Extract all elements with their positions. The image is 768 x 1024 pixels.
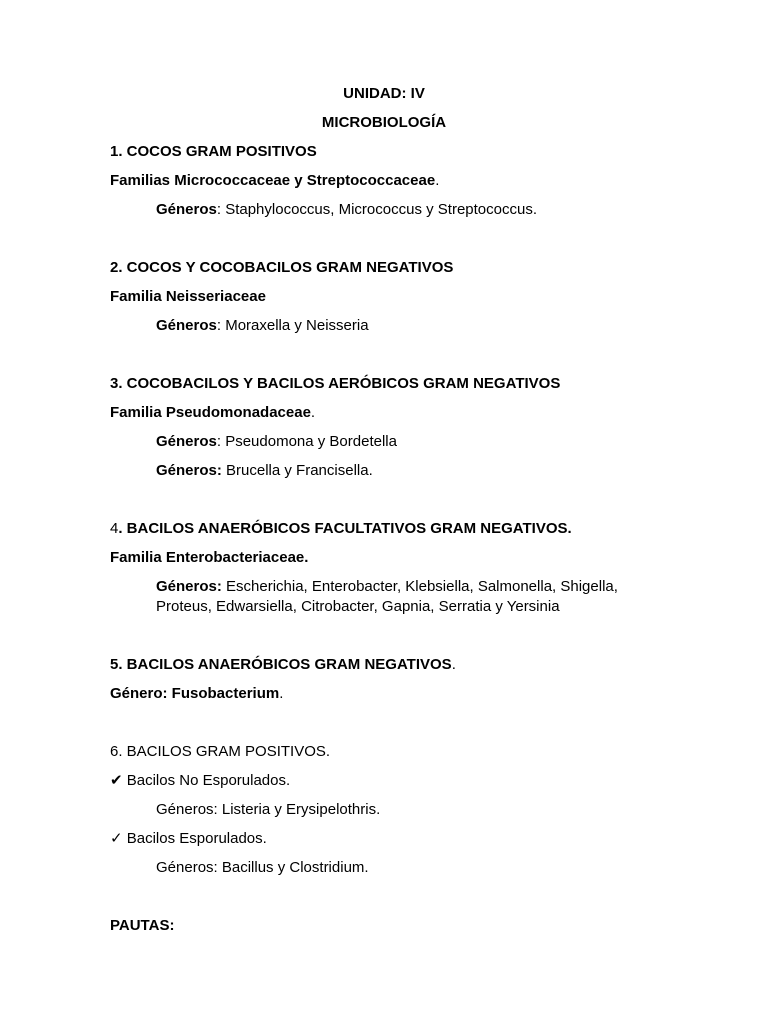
section-5-genus: Género: Fusobacterium. [110,685,284,702]
section-2-genera: Géneros: Moraxella y Neisseria [156,317,369,334]
pautas-heading: PAUTAS: [110,917,175,934]
section-6-item-2-genera: Géneros: Bacillus y Clostridium. [156,859,369,876]
section-1-title: 1. COCOS GRAM POSITIVOS [110,143,317,160]
section-4-genera-line-2: Proteus, Edwarsiella, Citrobacter, Gapnia, Serratia y Yersinia [156,598,560,615]
section-6-title: 6. BACILOS GRAM POSITIVOS. [110,743,331,760]
unit-heading: UNIDAD: IV [343,85,425,102]
section-3-genera-1: Géneros: Pseudomona y Bordetella [156,433,397,450]
section-4-title: 4. BACILOS ANAERÓBICOS FACULTATIVOS GRAM NEGATIVOS. [110,520,572,537]
section-3-genera-2: Géneros: Brucella y Francisella. [156,462,373,479]
section-3-title: 3. COCOBACILOS Y BACILOS AERÓBICOS GRAM NEGATIVOS [110,375,561,392]
section-5-title: 5. BACILOS ANAERÓBICOS GRAM NEGATIVOS. [110,656,456,673]
section-4-family: Familia Enterobacteriaceae. [110,549,309,566]
section-6-item-1-genera: Géneros: Listeria y Erysipelothris. [156,801,381,818]
section-3-family: Familia Pseudomonadaceae. [110,404,316,421]
section-1-genera: Géneros: Staphylococcus, Micrococcus y Streptococcus. [156,201,537,218]
section-6-item-2: ✓ Bacilos Esporulados. [110,830,267,847]
section-6-item-1: ✔ Bacilos No Esporulados. [110,772,291,789]
section-4-genera-line-1: Géneros: Escherichia, Enterobacter, Klebsiella, Salmonella, Shigella, [156,578,618,595]
section-2-title: 2. COCOS Y COCOBACILOS GRAM NEGATIVOS [110,259,454,276]
subject-heading: MICROBIOLOGÍA [321,114,447,131]
section-2-family: Familia Neisseriaceae [110,288,266,305]
section-1-family: Familias Micrococcaceae y Streptococcaceae. [110,172,440,189]
